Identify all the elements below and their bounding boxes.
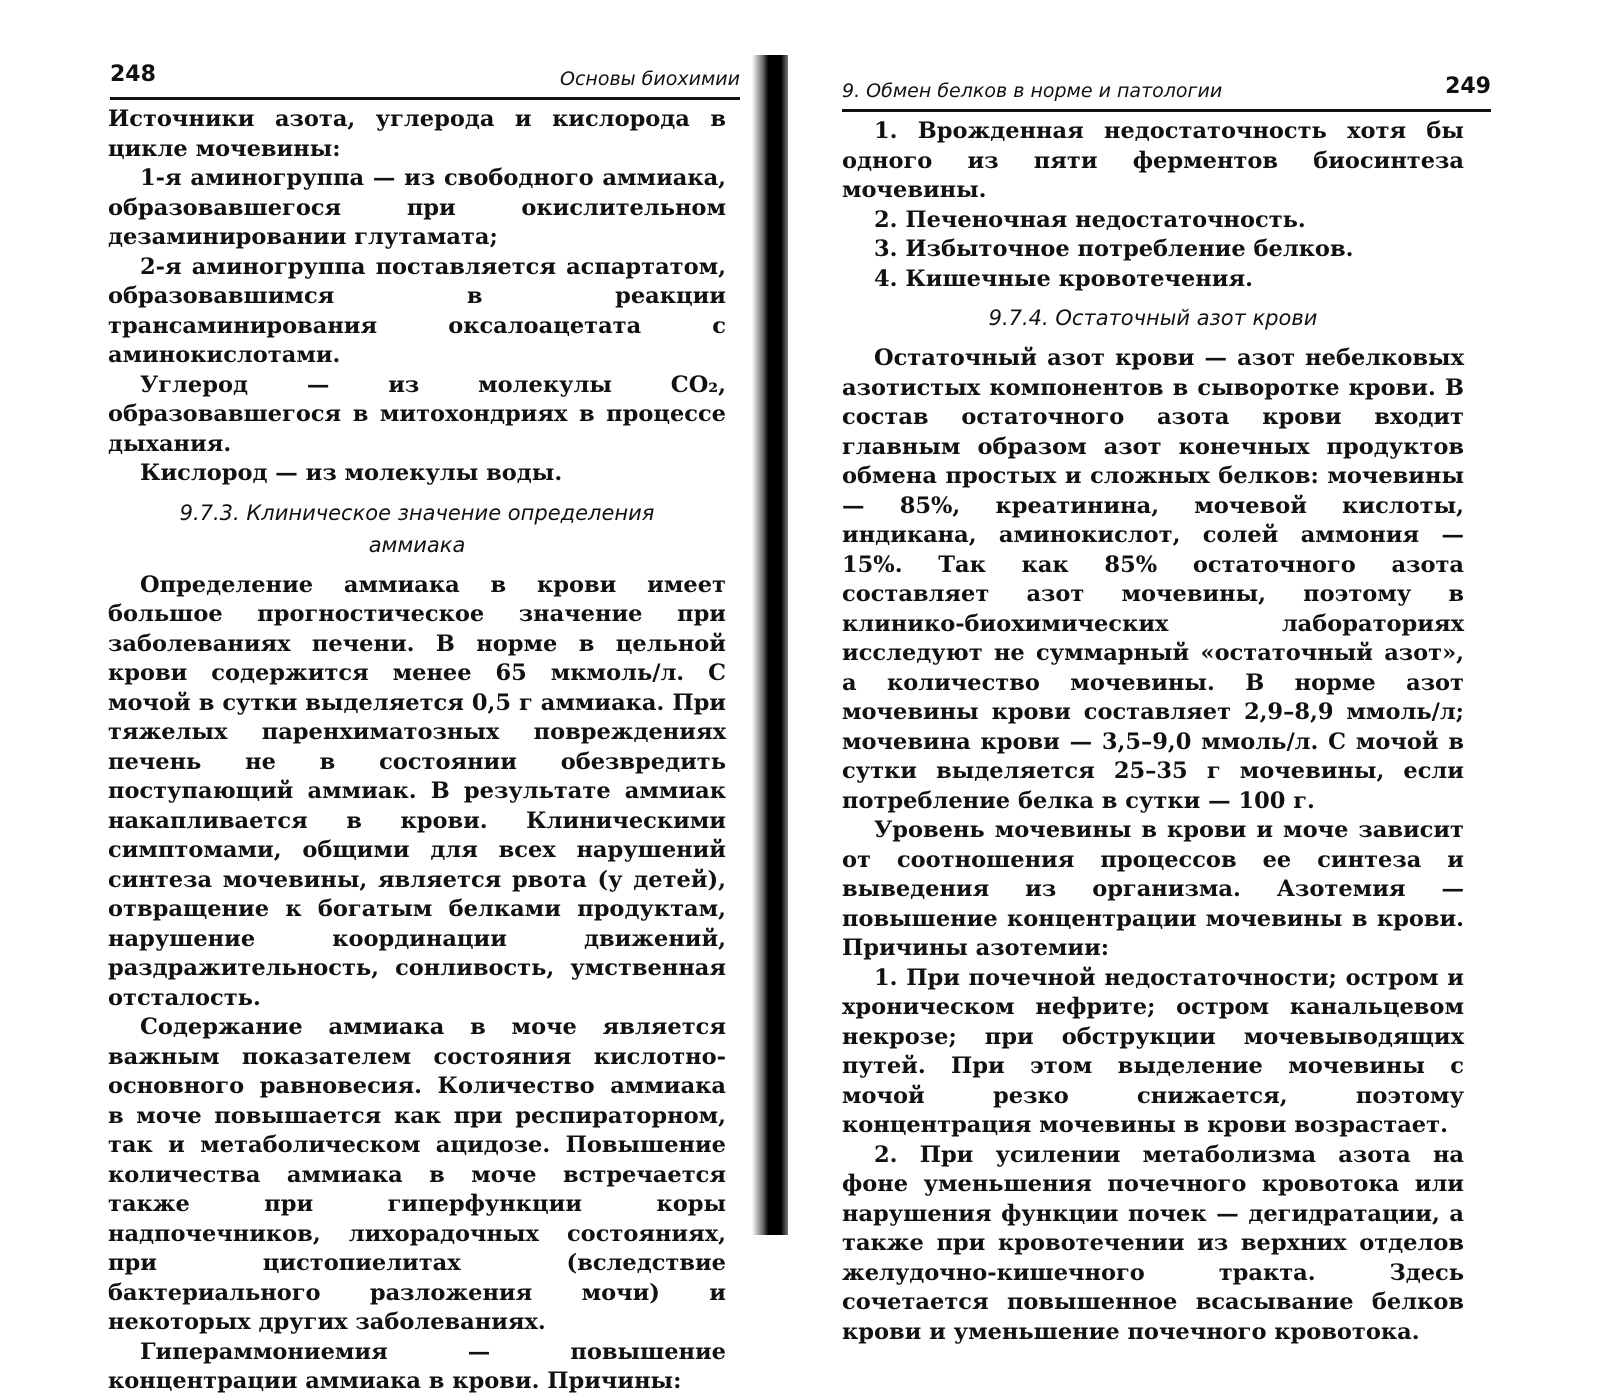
paragraph: Источники азота, углерода и кислорода в цикле мочевины:: [108, 106, 726, 162]
left-page-header: [110, 60, 740, 100]
paragraph: Определение аммиака в крови имеет большое прогностическое значение при заболеваниях печени. В норме в цельной крови содержится менее 65 мкмоль/л. С мочой в сутки выделяется 0,5 г аммиака. При тяжелых паренхиматозных повреждениях печень не в состоянии обезвредить поступающий аммиак. В результате аммиак накапливается в крови. Клиническими симптомами, общими для всех нарушений синтеза мочевины, является рвота (у детей), отвращение к богатым белками продуктам, нарушение координации движений, раздражительность, сонливость, умственная отсталость.: [108, 571, 726, 1011]
paragraph: Содержание аммиака в моче является важным показателем состояния кислотно-основного равновесия. Количество аммиака в моче повышается как при респираторном, так и метаболическом ацидозе. Повышение количества аммиака в моче встречается также при гиперфункции коры надпочечников, лихорадочных состояниях, при цистопиелитах (вследствие бактериального разложения мочи) и некоторых других заболеваниях.: [108, 1014, 726, 1335]
list-item: 1. Врожденная недостаточность хотя бы одного из пяти ферментов биосинтеза мочевины.: [842, 118, 1464, 203]
paragraph: Углерод — из молекулы CO₂, образовавшегося в митохондриях в процессе дыхания.: [108, 371, 726, 457]
running-head: 9. Обмен белков в норме и патологии: [842, 80, 1223, 102]
paragraph: 2. При усилении метаболизма азота на фоне уменьшения почечного кровотока или нарушения функции почек — дегидратации, а также при кровотечении из верхних отделов желудочно-кишечного тракта. Здесь сочетается повышенное всасывание белков крови и уменьшение почечного кровотока.: [842, 1141, 1464, 1345]
paragraph: Кислород — из молекулы воды.: [140, 460, 563, 486]
list-item: 3. Избыточное потребление белков.: [874, 236, 1354, 262]
paragraph: 2-я аминогруппа поставляется аспартатом, образовавшимся в реакции трансаминирования оксалоацетата с аминокислотами.: [108, 253, 726, 368]
header-rule: [842, 109, 1491, 112]
paragraph: 1-я аминогруппа — из свободного аммиака, образовавшегося при окислительном дезаминировании глутамата;: [108, 165, 726, 250]
section-heading-line: 9.7.4. Остаточный азот крови: [988, 306, 1318, 330]
running-head: Основы биохимии: [560, 68, 740, 90]
section-heading-line: 9.7.3. Клиническое значение определения: [179, 500, 655, 525]
section-heading-line: аммиака: [368, 532, 466, 557]
right-page-header: [842, 72, 1491, 112]
paragraph: Гипераммониемия — повышение концентрации аммиака в крови. Причины:: [108, 1338, 726, 1394]
section-heading: [842, 302, 1464, 334]
right-page-body: [842, 117, 1464, 1347]
page-number: 249: [1445, 74, 1491, 99]
header-rule: [110, 97, 740, 100]
left-page-body: [108, 105, 726, 1397]
paragraph: Остаточный азот крови — азот небелковых азотистых компонентов в сыворотке крови. В состав остаточного азота крови входит главным образом азот конечных продуктов обмена простых и сложных белков: мочевины — 85%, креатинина, мочевой кислоты, индикана, аминокислот, солей аммония — 15%. Так как 85% остаточного азота составляет азот мочевины, поэтому в клинико-биохимических лабораториях исследуют не суммарный «остаточный азот», а количество мочевины. В норме азот мочевины крови составляет 2,9–8,9 ммоль/л; мочевина крови — 3,5–9,0 ммоль/л. С мочой в сутки выделяется 25–35 г мочевины, если потребление белка в сутки — 100 г.: [842, 345, 1464, 814]
paragraph: 1. При почечной недостаточности; остром и хроническом нефрите; остром канальцевом некрозе; при обструкции мочевыводящих путей. При этом выделение мочевины с мочой резко снижается, поэтому концентрация мочевины в крови возрастает.: [842, 964, 1464, 1138]
paragraph: Уровень мочевины в крови и моче зависит от соотношения процессов ее синтеза и выведения из организма. Азотемия — повышение концентрации мочевины в крови. Причины азотемии:: [842, 817, 1464, 961]
section-heading: [108, 497, 726, 561]
book-gutter-shadow: [752, 55, 788, 1235]
page-number: 248: [110, 62, 156, 87]
list-item: 4. Кишечные кровотечения.: [874, 265, 1253, 292]
list-item: 2. Печеночная недостаточность.: [874, 206, 1306, 233]
right-page: [790, 0, 1601, 1345]
left-page: [0, 0, 790, 1394]
